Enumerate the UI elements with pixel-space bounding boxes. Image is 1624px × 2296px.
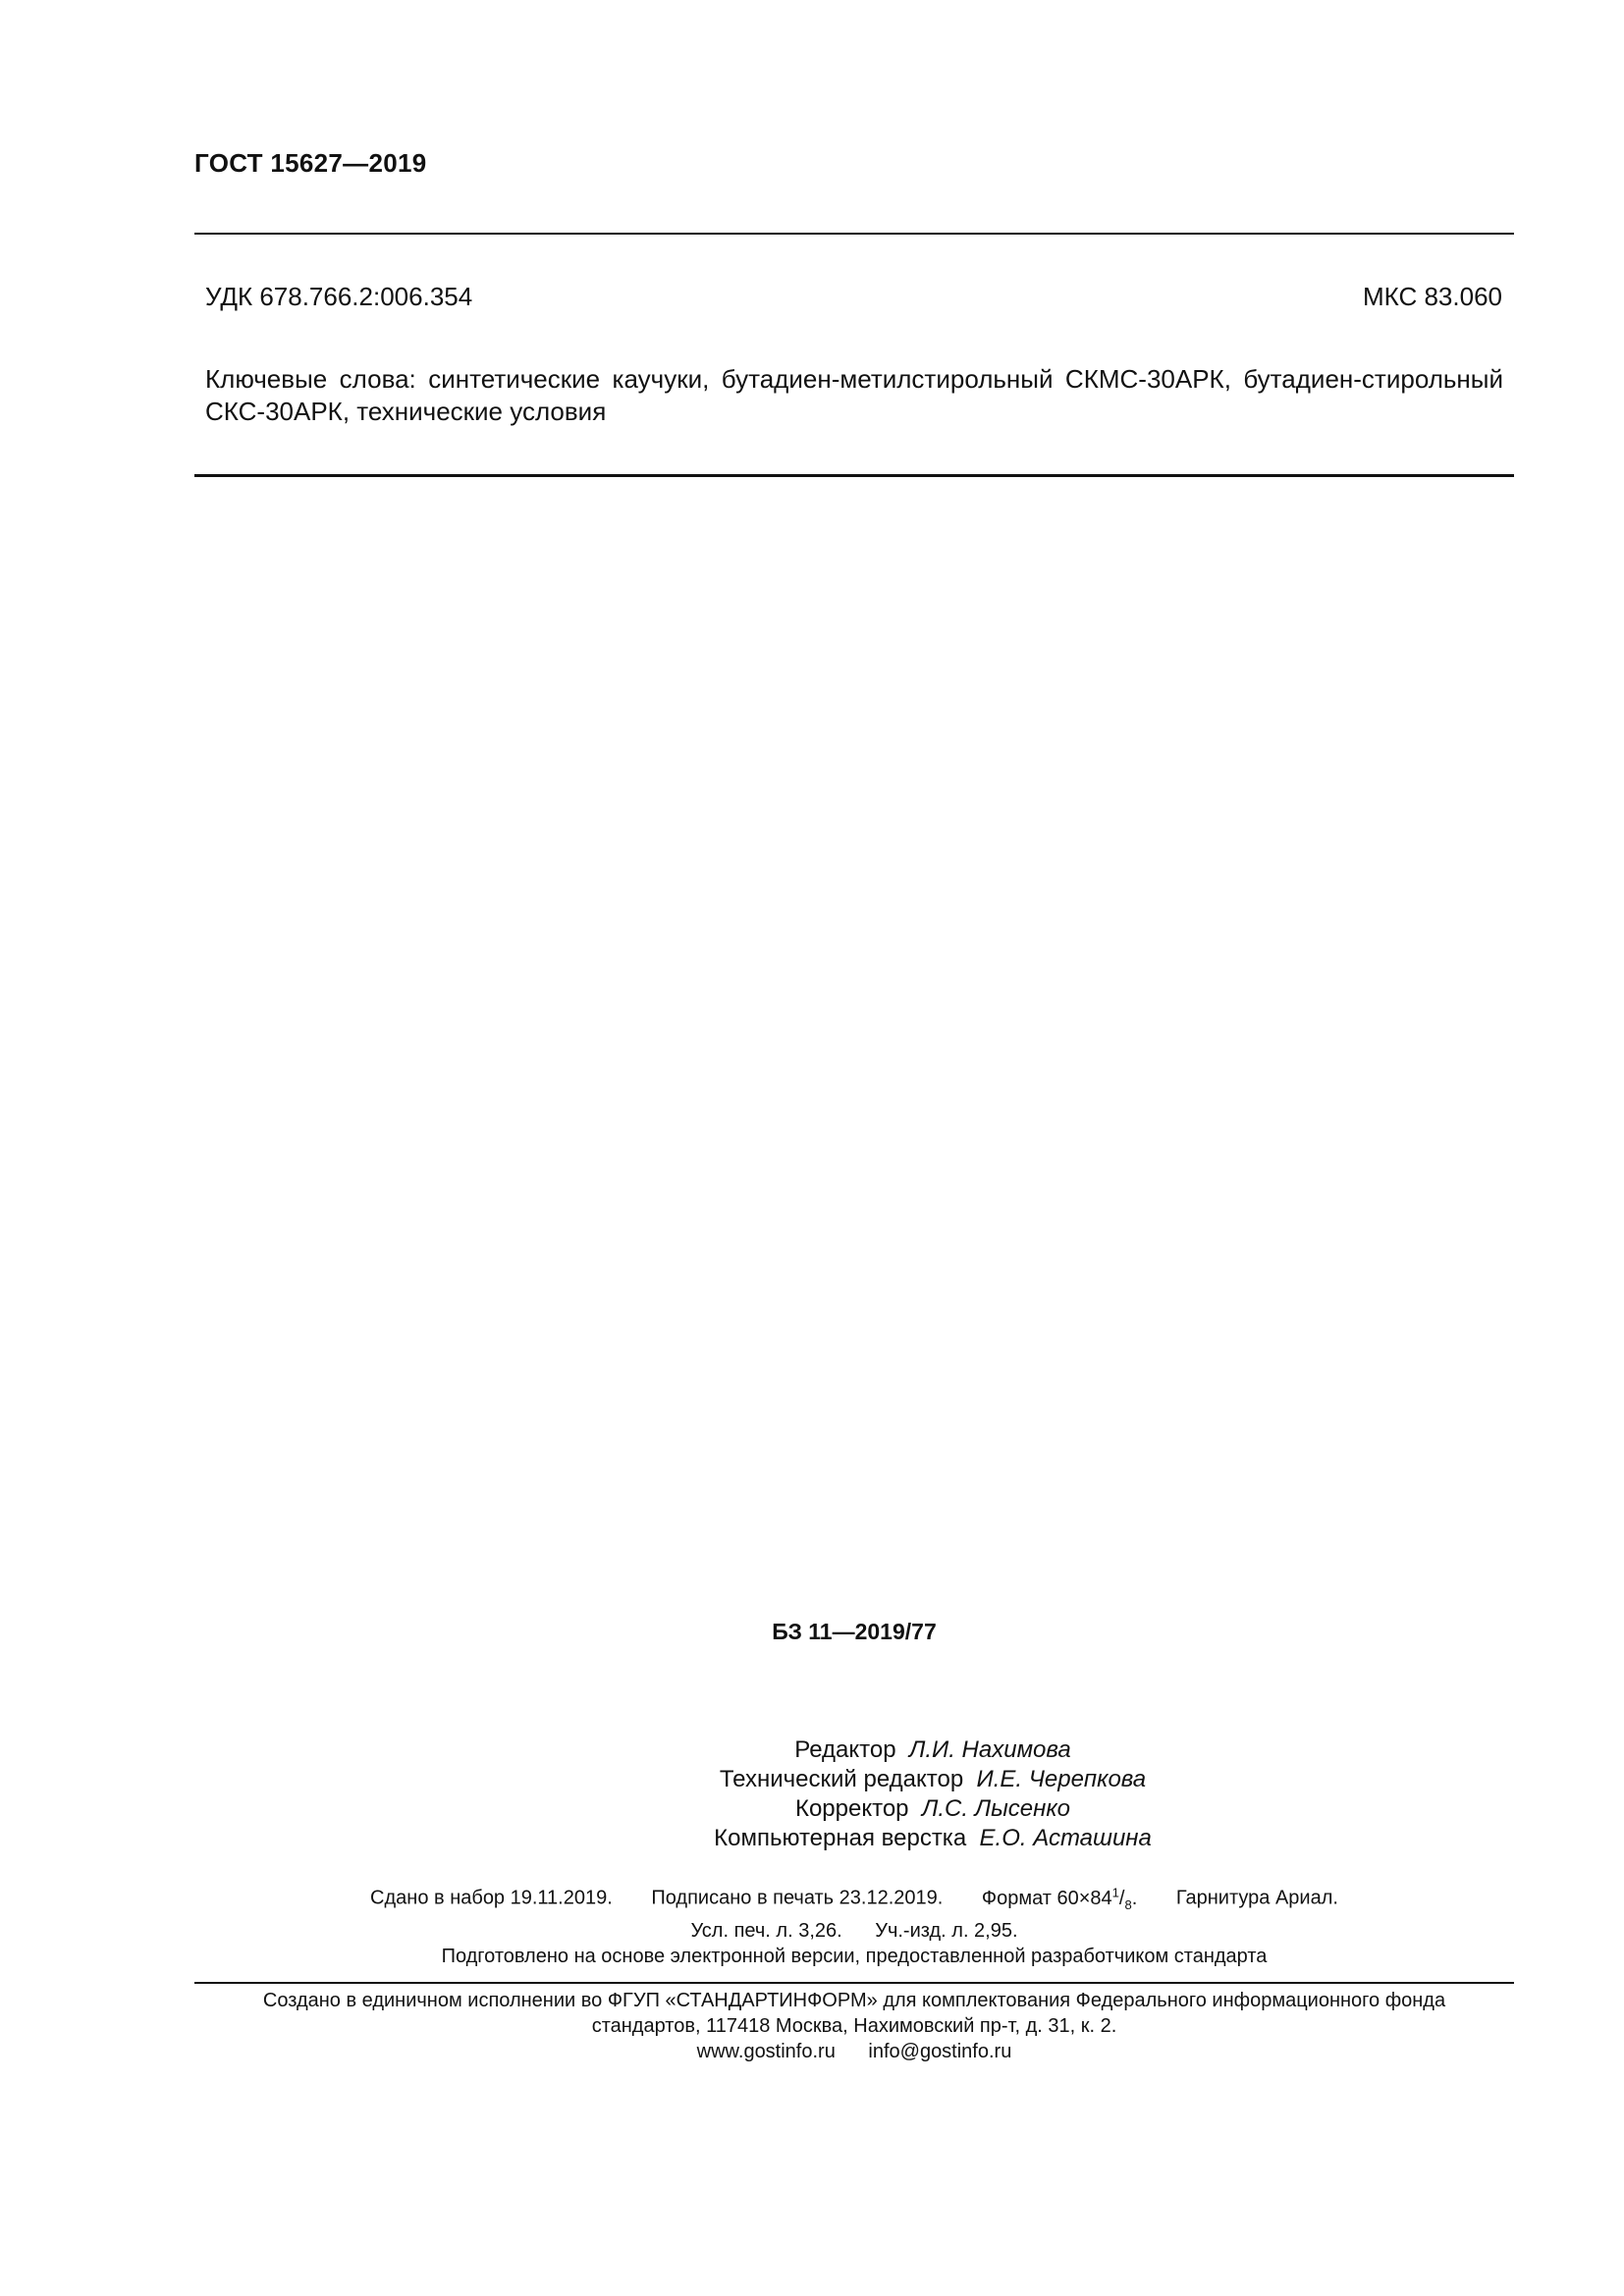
credit-name: Л.И. Нахимова	[908, 1736, 1071, 1763]
credit-role: Компьютерная верстка	[714, 1825, 967, 1851]
print-info-line-1	[194, 1880, 1514, 1918]
typeface: Гарнитура Ариал.	[1175, 1887, 1338, 1909]
prepared-note: Подготовлено на основе электронной версии, предоставленной разработчиком стандарта	[441, 1945, 1268, 1967]
print-info-line-2	[194, 1918, 1514, 1944]
email-link[interactable]: info@gostinfo.ru	[868, 2041, 1012, 2062]
credits-block	[589, 1735, 1276, 1853]
website-link[interactable]: www.gostinfo.ru	[696, 2041, 836, 2062]
credit-proofreader	[589, 1794, 1276, 1824]
keywords-divider	[194, 474, 1514, 477]
mks-code: МКС 83.060	[1362, 282, 1502, 311]
top-divider	[194, 233, 1514, 235]
credit-editor	[589, 1735, 1276, 1765]
credit-technical-editor	[589, 1765, 1276, 1794]
footer-contacts	[194, 2039, 1514, 2064]
print-info-block	[194, 1880, 1514, 1969]
publisher-footer	[194, 1988, 1514, 2064]
keywords-paragraph: Ключевые слова: синтетические каучуки, бутадиен-метилстирольный СКМС-30АРК, бутадиен-стирольный СКС-30АРК, технические условия	[205, 364, 1503, 426]
standard-code: ГОСТ 15627—2019	[194, 148, 427, 178]
credit-role: Редактор	[794, 1736, 896, 1763]
credit-layout	[589, 1824, 1276, 1853]
print-sheets: Усл. печ. л. 3,26.	[690, 1919, 842, 1942]
footer-line-2: стандартов, 117418 Москва, Нахимовский пр-т, д. 31, к. 2.	[591, 2015, 1117, 2037]
credit-name: И.Е. Черепкова	[976, 1766, 1147, 1792]
paper-format: Формат $60\times 84^1/_8$.	[981, 1885, 1138, 1912]
footer-divider	[194, 1982, 1514, 1984]
credit-name: Л.С. Лысенко	[921, 1795, 1071, 1822]
credit-name: Е.О. Асташина	[979, 1825, 1152, 1851]
footer-line-1: Создано в единичном исполнении во ФГУП «СТАНДАРТИНФОРМ» для комплектования Федерального информационного фонда	[262, 1990, 1446, 2011]
bz-number: БЗ 11—2019/77	[772, 1619, 937, 1644]
credit-role: Технический редактор	[719, 1766, 964, 1792]
udk-code: УДК 678.766.2:006.354	[205, 282, 473, 311]
publisher-sheets: Уч.-изд. л. 2,95.	[875, 1919, 1018, 1942]
signed-date: Подписано в печать 23.12.2019.	[651, 1887, 944, 1909]
submitted-date: Сдано в набор 19.11.2019.	[370, 1887, 613, 1909]
credit-role: Корректор	[794, 1795, 909, 1822]
